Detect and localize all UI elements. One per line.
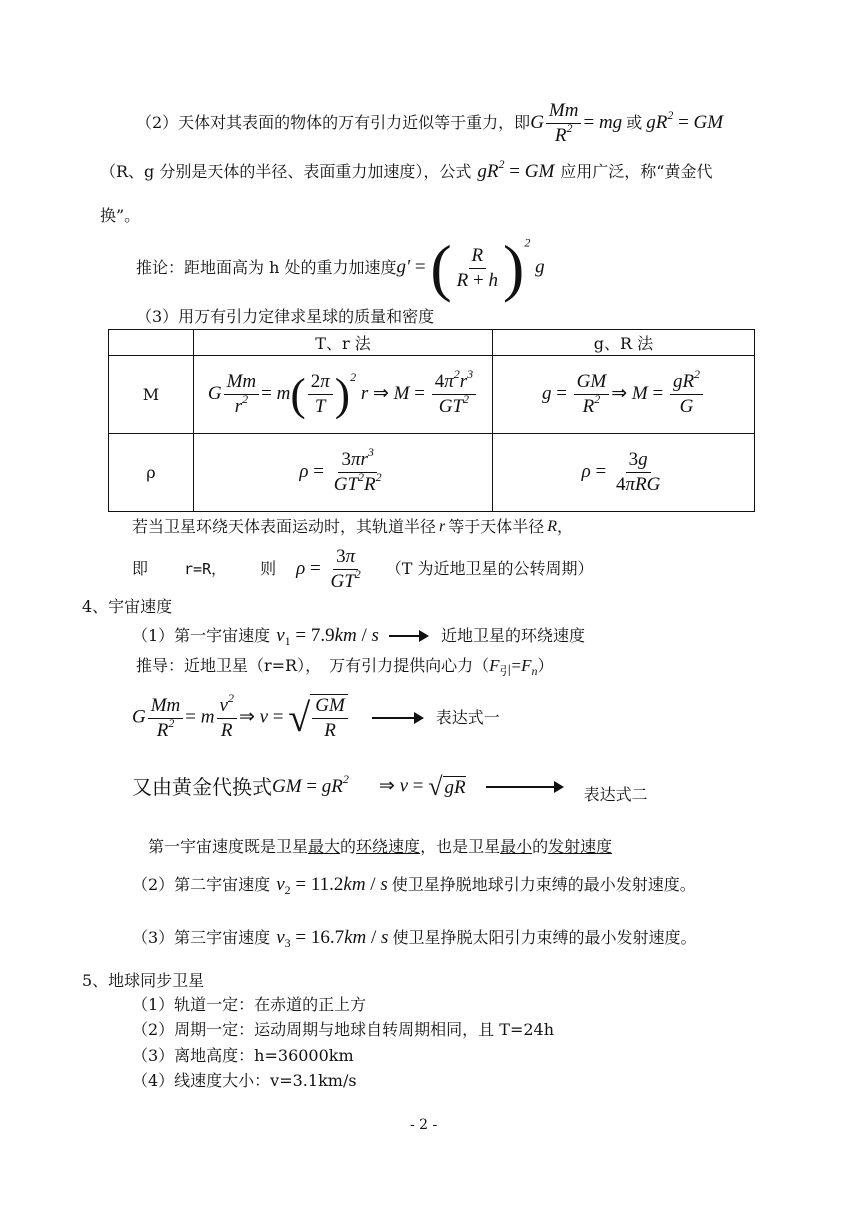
v3-line	[132, 927, 696, 949]
sync-item-orbit: （1）轨道一定：在赤道的正上方	[132, 995, 367, 1014]
mass-density-table	[108, 329, 755, 512]
formula-v3: $v_3 = 16.7km / s$	[276, 927, 389, 950]
v1-line	[132, 625, 585, 647]
or-text: 或	[626, 113, 643, 132]
formula-f-equal: $F_引=F_n$	[489, 656, 538, 678]
formula-v-sqrt-gm-r: G $\frac{Mm}{R^2}$ = m $\frac{v^2}{R}$ ⇒ v = √ $\frac{GM}{R}$	[132, 694, 348, 742]
formula-gr2-gm-inline: $gR^2$ = GM	[477, 157, 555, 182]
derive-end: ）	[537, 656, 554, 675]
near-satellite-note: （T 为近地卫星的公转周期）	[385, 559, 594, 578]
row-label-m: M	[109, 356, 194, 434]
gravity-line-2	[100, 157, 713, 183]
expr2-label: 表达式二	[583, 785, 648, 804]
summary-part: 第一宇宙速度既是卫星	[148, 837, 309, 856]
surface-text-1: 若当卫星环绕天体表面运动时，其轨道半径	[132, 517, 437, 536]
derive-line	[136, 655, 554, 677]
table-header-gr: g、R 法	[493, 330, 755, 356]
expr1-label: 表达式一	[435, 708, 500, 727]
surface-R: R	[547, 518, 558, 535]
summary-part: 的	[532, 837, 549, 856]
summary-min: 最小	[500, 837, 533, 856]
corollary-line	[136, 232, 545, 303]
arrow-icon	[372, 717, 422, 719]
v1-result: 近地卫星的环绕速度	[440, 626, 585, 645]
surface-density-line	[132, 544, 594, 594]
sync-item-period: （2）周期一定：运动周期与地球自转周期相同，且 T=24h	[132, 1020, 555, 1039]
v2-tail: 使卫星挣脱地球引力束缚的最小发射速度。	[391, 875, 696, 894]
sync-item-speed: （4）线速度大小：v=3.1km/s	[132, 1071, 357, 1090]
formula-g-prime: g′ = ( $\frac{R}{R + h}$ )$^2$ g	[396, 232, 545, 303]
v3-lead: （3）第三宇宙速度	[132, 928, 271, 947]
corollary-label: 推论：距地面高为 h 处的重力加速度	[136, 258, 397, 277]
gravity-line-3: 换”。	[100, 206, 141, 225]
r-equals-R: r=R，	[184, 560, 227, 578]
sync-item-height: （3）离地高度：h=36000km	[132, 1046, 354, 1065]
gravity-line2-tail: 应用广泛，称“黄金代	[560, 162, 713, 181]
gravity-lead: （2）天体对其表面的物体的万有引力近似等于重力，即	[136, 113, 531, 132]
summary-part: 的	[340, 837, 357, 856]
summary-max: 最大	[308, 837, 341, 856]
expr1-line	[132, 688, 500, 748]
derive-text: 推导：近地卫星（r=R）， 万有引力提供向心力（	[136, 656, 490, 675]
formula-m-tr: G $\frac{Mm}{r^2}$ = m( $\frac{2\pi}{T}$ )$^2$ r ⇒ M = $\frac{4\pi^2r^3}{GT^2}$	[194, 356, 493, 434]
gravity-line	[136, 98, 723, 148]
summary-part: ，也是卫星	[420, 837, 501, 856]
row-label-rho: ρ	[109, 434, 194, 512]
formula-m-gr: g = $\frac{GM}{R^2}$ ⇒ M = $\frac{gR^2}{G}$	[493, 356, 755, 434]
formula-v2: $v_2 = 11.2km / s$	[276, 874, 388, 897]
surface-text-2: 等于天体半径	[448, 517, 545, 536]
gravity-line2-text: （R、g 分别是天体的半径、表面重力加速度），公式	[100, 162, 472, 181]
formula-gr2-gm: $gR^2$ = GM	[646, 108, 724, 133]
surface-orbit-line	[132, 516, 573, 538]
section-4-title: 4、宇宙速度	[82, 597, 173, 616]
ji-text: 即	[132, 559, 149, 578]
section-5-title: 5、地球同步卫星	[82, 971, 205, 990]
page-number: - 2 -	[410, 1117, 438, 1133]
summary-launch-speed: 发射速度	[548, 837, 613, 856]
expr2-line	[132, 766, 648, 808]
summary-orbit-speed: 环绕速度	[356, 837, 421, 856]
table-header-empty	[109, 330, 194, 356]
formula-v1: $v_1 = 7.9km / s$	[276, 625, 379, 648]
arrow-icon	[389, 635, 427, 637]
table-header-tr: T、r 法	[194, 330, 493, 356]
formula-rho-tr: ρ = $\frac{3\pi r^3}{GT^2R^2}$	[194, 434, 493, 512]
formula-gm-gr2: GM = $gR^2$	[272, 772, 349, 797]
surface-comma: ，	[557, 517, 574, 536]
formula-rho-near: ρ = $\frac{3\pi}{GT^2}$	[296, 545, 361, 592]
golden-text: 又由黄金代换式	[132, 775, 272, 799]
formula-v-sqrt-gr: ⇒ v = √ gR	[378, 772, 466, 801]
formula-rho-gr: ρ = $\frac{3g}{\text{4πRG}}$	[493, 434, 755, 512]
v1-lead: （1）第一宇宙速度	[132, 626, 271, 645]
v2-line	[132, 874, 696, 896]
surface-r: r	[439, 518, 446, 535]
arrow-icon	[486, 786, 562, 788]
mass-density-title: （3）用万有引力定律求星球的质量和密度	[136, 307, 435, 326]
v3-tail: 使卫星挣脱太阳引力束缚的最小发射速度。	[392, 928, 697, 947]
v2-lead: （2）第二宇宙速度	[132, 875, 271, 894]
formula-g-mm-r2: G $\frac{Mm}{R^2}$ = mg	[530, 99, 623, 146]
summary-line	[148, 836, 612, 858]
ze-text: 则	[260, 559, 277, 578]
